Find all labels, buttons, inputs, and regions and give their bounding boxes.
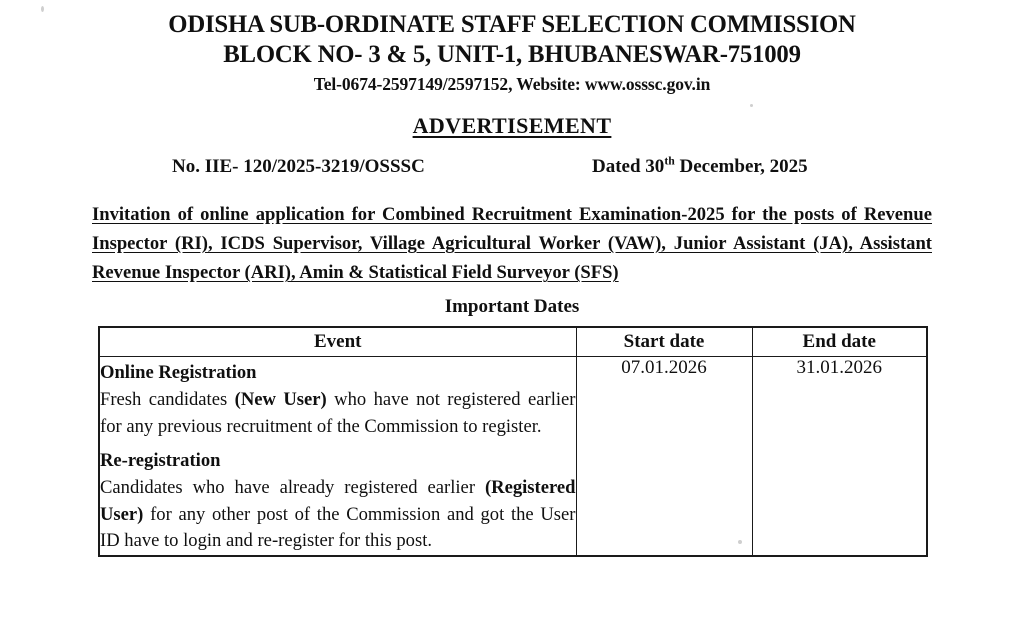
event-section-heading: Online Registration (100, 361, 257, 383)
event-section-body-pre: Candidates who have already registered earlier (100, 477, 485, 499)
column-header-start-date: Start date (576, 327, 752, 357)
end-date-cell: 31.01.2026 (752, 356, 927, 555)
organisation-address: BLOCK NO- 3 & 5, UNIT-1, BHUBANESWAR-751009 (223, 38, 801, 68)
advertisement-reference-no: No. IIE- 120/2025-3219/OSSSC (172, 155, 425, 177)
important-dates-table (98, 326, 928, 557)
table-header-row (99, 327, 927, 357)
organisation-name: ODISHA SUB-ORDINATE STAFF SELECTION COMMISSION (168, 9, 856, 38)
advertisement-date (592, 156, 808, 178)
invitation-paragraph (0, 200, 1024, 288)
invitation-text: Invitation of online application for Combined Recruitment Examination-2025 for the posts of Revenue Inspector (RI), ICDS Supervisor, Village Agricultural Worker (VAW), Junior Assistant (JA), Assistant Revenue Inspector (ARI), Amin & Statistical Field Surveyor (SFS) (92, 203, 932, 284)
event-section-body (100, 387, 576, 440)
reference-row (0, 156, 1024, 182)
organisation-contact: Tel-0674-2597149/2597152, Website: www.osssc.gov.in (313, 73, 711, 94)
event-section-heading: Re-registration (100, 449, 221, 471)
column-header-event: Event (99, 327, 576, 357)
table-body (99, 356, 927, 555)
important-dates-caption: Important Dates (444, 295, 580, 317)
letterhead (0, 0, 1024, 95)
start-date-cell: 07.01.2026 (576, 356, 752, 555)
event-cell (99, 356, 576, 555)
column-header-end-date: End date (752, 327, 927, 357)
important-dates-table-wrap (98, 326, 926, 557)
advertisement-title-wrap (0, 113, 1024, 139)
scan-speckle (750, 104, 753, 107)
advertisement-title: ADVERTISEMENT (412, 112, 612, 138)
advertisement-date-suffix: December, 2025 (674, 155, 808, 177)
table-header (99, 327, 927, 357)
event-section-body-emphasis: (Registered User) (100, 477, 576, 525)
advertisement-date-ordinal: th (664, 154, 675, 168)
event-section-body-post: for any other post of the Commission and got the User ID have to login and re-register for this post. (100, 503, 576, 552)
table-row (99, 356, 927, 555)
event-section-body-pre: Fresh candidates (100, 389, 235, 411)
event-section-body (100, 475, 576, 554)
event-section-body-post: who have not registered earlier for any previous recruitment of the Commission to register. (100, 389, 576, 437)
advertisement-date-prefix: Dated 30 (592, 155, 665, 177)
event-section-body-emphasis: (New User) (234, 389, 327, 411)
